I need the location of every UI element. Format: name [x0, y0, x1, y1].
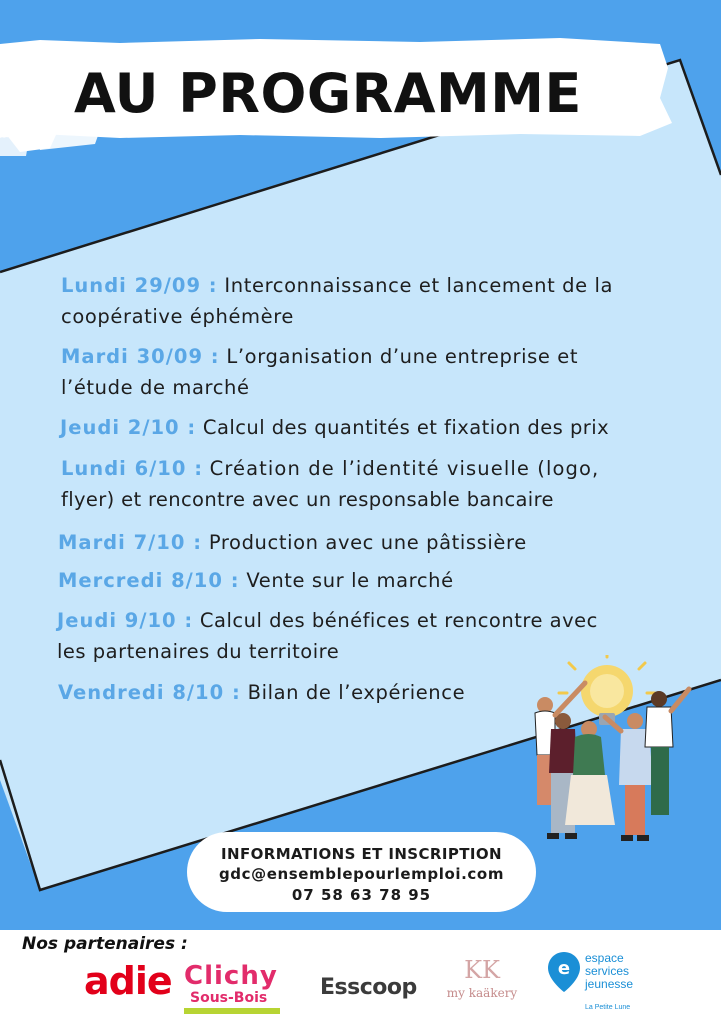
esscoop-logo-text: Esscoop — [320, 975, 417, 1000]
contact-email[interactable]: gdc@ensemblepourlemploi.com — [218, 865, 505, 883]
clichy-logo-text: Clichy — [184, 961, 278, 991]
schedule-day: Jeudi 2/10 : — [60, 416, 197, 439]
svg-text:e: e — [557, 958, 571, 979]
page-title: AU PROGRAMME — [74, 62, 582, 125]
esj-subtext: La Petite Lune — [585, 1004, 631, 1011]
schedule-day: Lundi 6/10 : — [61, 457, 204, 480]
kaakery-logo-text: my kaäkery — [446, 986, 518, 1000]
schedule-day: Mercredi 8/10 : — [58, 569, 240, 592]
clichy-sous-bois-logo — [184, 962, 294, 1018]
esscoop-logo — [320, 975, 416, 1005]
schedule-text-cont: les partenaires du territoire — [57, 640, 340, 663]
contact-phone[interactable]: 07 58 63 78 95 — [291, 886, 432, 904]
schedule-day: Jeudi 9/10 : — [57, 609, 194, 632]
schedule-day: Lundi 29/09 : — [61, 274, 218, 297]
schedule-day: Mardi 30/09 : — [61, 345, 220, 368]
adie-logo-text: adie — [84, 959, 172, 1003]
kaakery-mark-icon: KK — [464, 956, 500, 984]
schedule-day: Mardi 7/10 : — [58, 531, 203, 554]
esj-line2: services — [585, 964, 630, 978]
schedule-entry — [61, 270, 681, 332]
adie-logo — [84, 958, 172, 1004]
schedule-text: Calcul des bénéfices et rencontre avec — [199, 609, 598, 632]
location-pin-icon — [548, 952, 580, 992]
schedule-text: Production avec une pâtissière — [208, 531, 527, 554]
schedule-text: Calcul des quantités et fixation des prix — [202, 416, 610, 439]
schedule-text: Bilan de l’expérience — [247, 681, 466, 704]
partners-label: Nos partenaires : — [22, 934, 188, 954]
schedule-entry — [60, 412, 700, 443]
schedule-entry — [58, 565, 678, 596]
clichy-logo-bar — [184, 1008, 280, 1014]
schedule-day: Vendredi 8/10 : — [58, 681, 241, 704]
clichy-logo-subtext: Sous-Bois — [190, 990, 268, 1006]
schedule-text: Création de l’identité visuelle (logo, — [209, 457, 600, 480]
schedule-text: Interconnaissance et lancement de la — [224, 274, 614, 297]
my-kaakery-logo — [437, 955, 527, 1011]
schedule-entry — [61, 453, 701, 515]
schedule-entry — [58, 527, 678, 558]
schedule-entry — [61, 341, 681, 403]
schedule-text: L’organisation d’une entreprise et — [226, 345, 579, 368]
schedule-text-cont: flyer) et rencontre avec un responsable bancaire — [61, 488, 554, 511]
espace-services-jeunesse-logo — [548, 952, 658, 1016]
esj-line1: espace — [585, 951, 624, 965]
schedule-text-cont: l’étude de marché — [61, 376, 250, 399]
schedule-text-cont: coopérative éphémère — [61, 305, 295, 328]
info-title: INFORMATIONS ET INSCRIPTION — [221, 845, 502, 863]
schedule-text: Vente sur le marché — [246, 569, 454, 592]
esj-line3: jeunesse — [585, 977, 634, 991]
info-box — [187, 832, 536, 912]
team-lightbulb-illustration — [525, 655, 705, 855]
